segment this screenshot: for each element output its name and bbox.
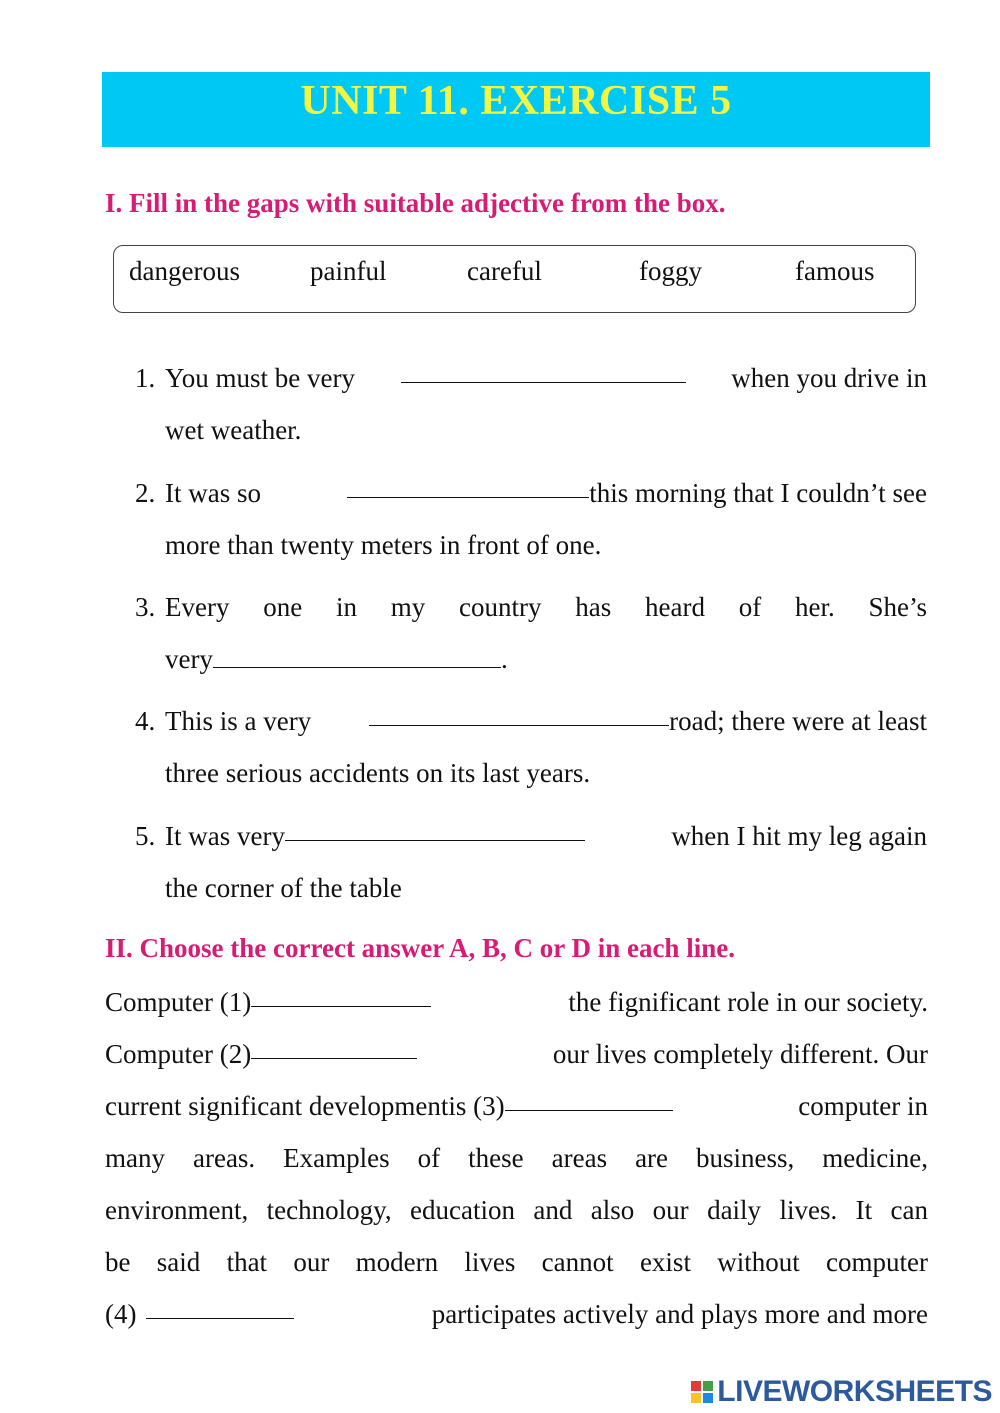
item-number: 4.: [135, 706, 156, 736]
word-option: painful: [310, 256, 387, 286]
item-text: .: [500, 644, 508, 674]
answer-blank[interactable]: [369, 695, 669, 726]
exercise-item-5: [135, 810, 927, 914]
exercise-item-3: [135, 581, 927, 685]
item-number: 5.: [135, 821, 156, 851]
item-text: when I hit my leg again: [671, 821, 927, 851]
answer-blank[interactable]: [285, 810, 585, 841]
exercise-item-1: [135, 352, 927, 456]
item-text: wet weather.: [165, 415, 302, 445]
cloze-passage: [105, 976, 928, 1340]
word-option: careful: [467, 256, 542, 286]
logo-text: LIVEWORKSHEETS: [717, 1375, 992, 1408]
item-text: road; there were at least: [669, 706, 927, 736]
exercise-item-2: [135, 467, 927, 571]
item-text: this morning that I couldn’t see: [589, 478, 927, 508]
logo-icon: [691, 1381, 713, 1403]
passage-text: Computer (1): [105, 987, 252, 1017]
passage-text: participates actively and plays more and more: [431, 1299, 928, 1329]
item-text: You must be very: [165, 363, 356, 393]
word-box: [113, 245, 916, 313]
passage-text: computer in: [798, 1091, 928, 1121]
item-text: the corner of the table: [165, 873, 402, 903]
exercise-item-4: [135, 695, 927, 799]
item-number: 3.: [135, 592, 156, 622]
passage-text: Computer (2): [105, 1039, 252, 1069]
answer-blank-4[interactable]: [146, 1288, 294, 1319]
answer-blank-1[interactable]: [251, 976, 431, 1007]
answer-blank[interactable]: [347, 467, 589, 498]
item-text: when you drive in: [731, 363, 927, 393]
passage-text: the fignificant role in our society.: [568, 987, 928, 1017]
answer-blank-3[interactable]: [505, 1080, 673, 1111]
passage-text: be said that our modern lives cannot exist without computer: [105, 1247, 928, 1277]
liveworksheets-logo: [691, 1375, 992, 1409]
passage-text: environment, technology, education and also our daily lives. It can: [105, 1195, 928, 1225]
item-text: Every one in my country has heard of her. She’s: [165, 592, 927, 622]
passage-text: (4): [105, 1299, 137, 1329]
word-option: foggy: [639, 256, 702, 286]
answer-blank[interactable]: [213, 637, 501, 668]
item-text: It was so: [165, 478, 261, 508]
item-text: more than twenty meters in front of one.: [165, 530, 602, 560]
item-text: It was very: [165, 821, 285, 851]
word-option: dangerous: [129, 256, 240, 286]
section-2-heading: II. Choose the correct answer A, B, C or D in each line.: [105, 933, 735, 963]
answer-blank[interactable]: [401, 352, 686, 383]
item-number: 1.: [135, 363, 156, 393]
answer-blank-2[interactable]: [251, 1028, 417, 1059]
word-option: famous: [795, 256, 875, 286]
item-text: three serious accidents on its last years.: [165, 758, 591, 788]
section-1-heading: I. Fill in the gaps with suitable adjective from the box.: [105, 188, 726, 218]
passage-text: many areas. Examples of these areas are business, medicine,: [105, 1143, 928, 1173]
passage-text: our lives completely different. Our: [552, 1039, 928, 1069]
title-banner: [102, 72, 930, 147]
item-text: very: [165, 644, 213, 674]
item-number: 2.: [135, 478, 156, 508]
page-title: UNIT 11. EXERCISE 5: [300, 78, 732, 124]
item-text: This is a very: [165, 706, 312, 736]
passage-text: current significant developmentis (3): [105, 1091, 505, 1121]
